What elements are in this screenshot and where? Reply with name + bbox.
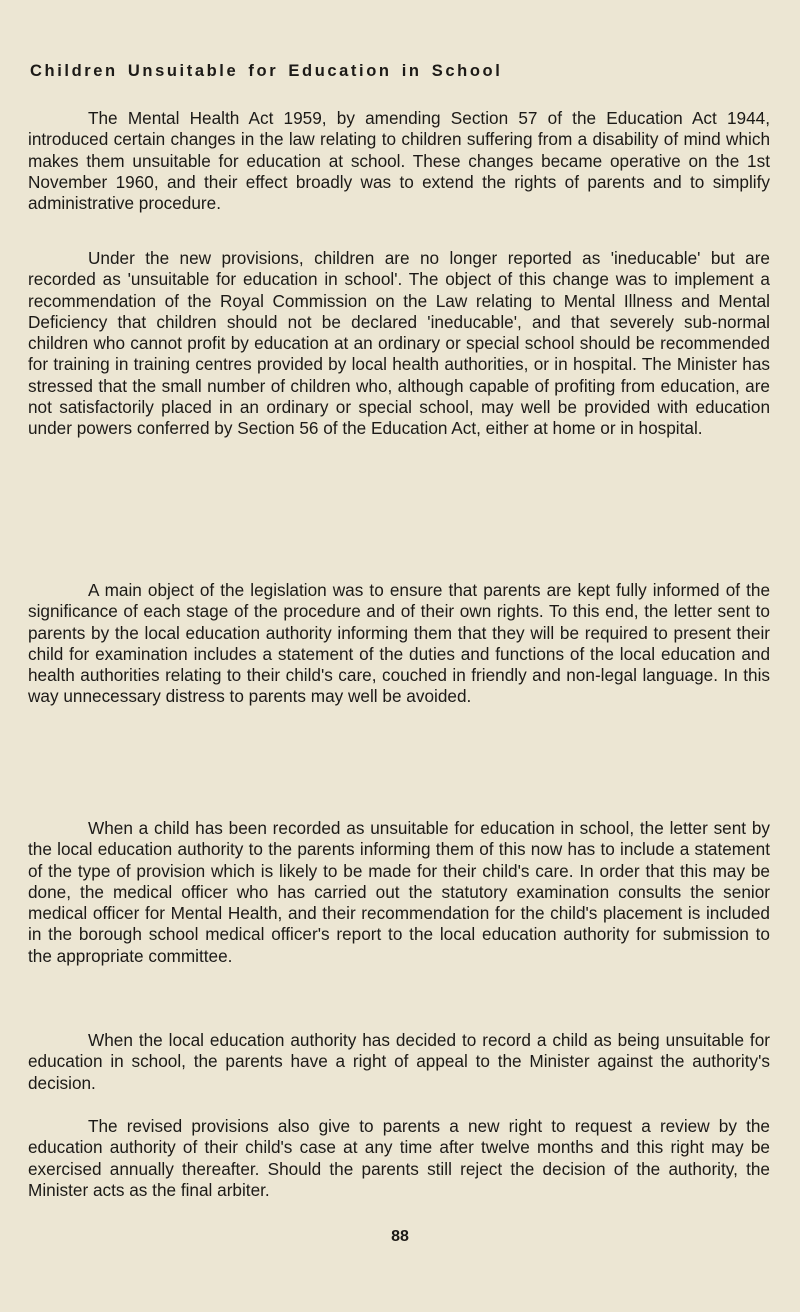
paragraph-text: Under the new provisions, children are no longer reported as 'ineducable' but are recorded as 'unsuitable for education in school'. The object of this change was to implement a recommendation of the Royal Commission on the Law relating to Mental Illness and Mental Deficiency that children should not be declared 'ineducable', and that severely sub-normal children who cannot profit by education at an ordinary or special school should be recommended for training in training centres provided by local health authorities, or in hospital. The Minister has stressed that the small number of children who, although capable of profiting from education, are not satisfactorily placed in an ordinary or special school, may well be provided with education under powers conferred by Section 56 of the Education Act, either at home or in hospital. (28, 248, 770, 439)
paragraph-mental-health-act (28, 108, 770, 214)
page-title: Children Unsuitable for Education in School (30, 62, 503, 80)
paragraph-recorded-unsuitable (28, 818, 770, 967)
paragraph-new-provisions (28, 248, 770, 440)
paragraph-right-of-appeal (28, 1030, 770, 1094)
paragraph-revised-provisions (28, 1116, 770, 1201)
page-number: 88 (391, 1228, 409, 1245)
paragraph-text: The Mental Health Act 1959, by amending Section 57 of the Education Act 1944, introduced certain changes in the law relating to children suffering from a disability of mind which makes them unsuitable for education at school. These changes became operative on the 1st November 1960, and their effect broadly was to extend the rights of parents and to simplify administrative procedure. (28, 108, 770, 214)
paragraph-text: When the local education authority has decided to record a child as being unsuitable for education in school, the parents have a right of appeal to the Minister against the authority's decision. (28, 1030, 770, 1093)
paragraph-text: When a child has been recorded as unsuitable for education in school, the letter sent by the local education authority to the parents informing them of this now has to include a statement of the type of provision which is likely to be made for their child's care. In order that this may be done, the medical officer who has carried out the statutory examination consults the senior medical officer for Mental Health, and their recommendation for the child's placement is included in the borough school medical officer's report to the local education authority for submission to the appropriate committee. (28, 818, 770, 966)
paragraph-text: The revised provisions also give to parents a new right to request a review by the education authority of their child's case at any time after twelve months and this right may be exercised annually thereafter. Should the parents still reject the decision of the authority, the Minister acts as the final arbiter. (28, 1116, 770, 1200)
paragraph-text: A main object of the legislation was to ensure that parents are kept fully informed of the significance of each stage of the procedure and of their own rights. To this end, the letter sent to parents by the local education authority informing them that they will be required to present their child for examination includes a statement of the duties and functions of the local education and health authorities relating to their child's care, couched in friendly and non-legal language. In this way unnecessary distress to parents may well be avoided. (28, 580, 770, 707)
paragraph-legislation-object (28, 580, 770, 708)
